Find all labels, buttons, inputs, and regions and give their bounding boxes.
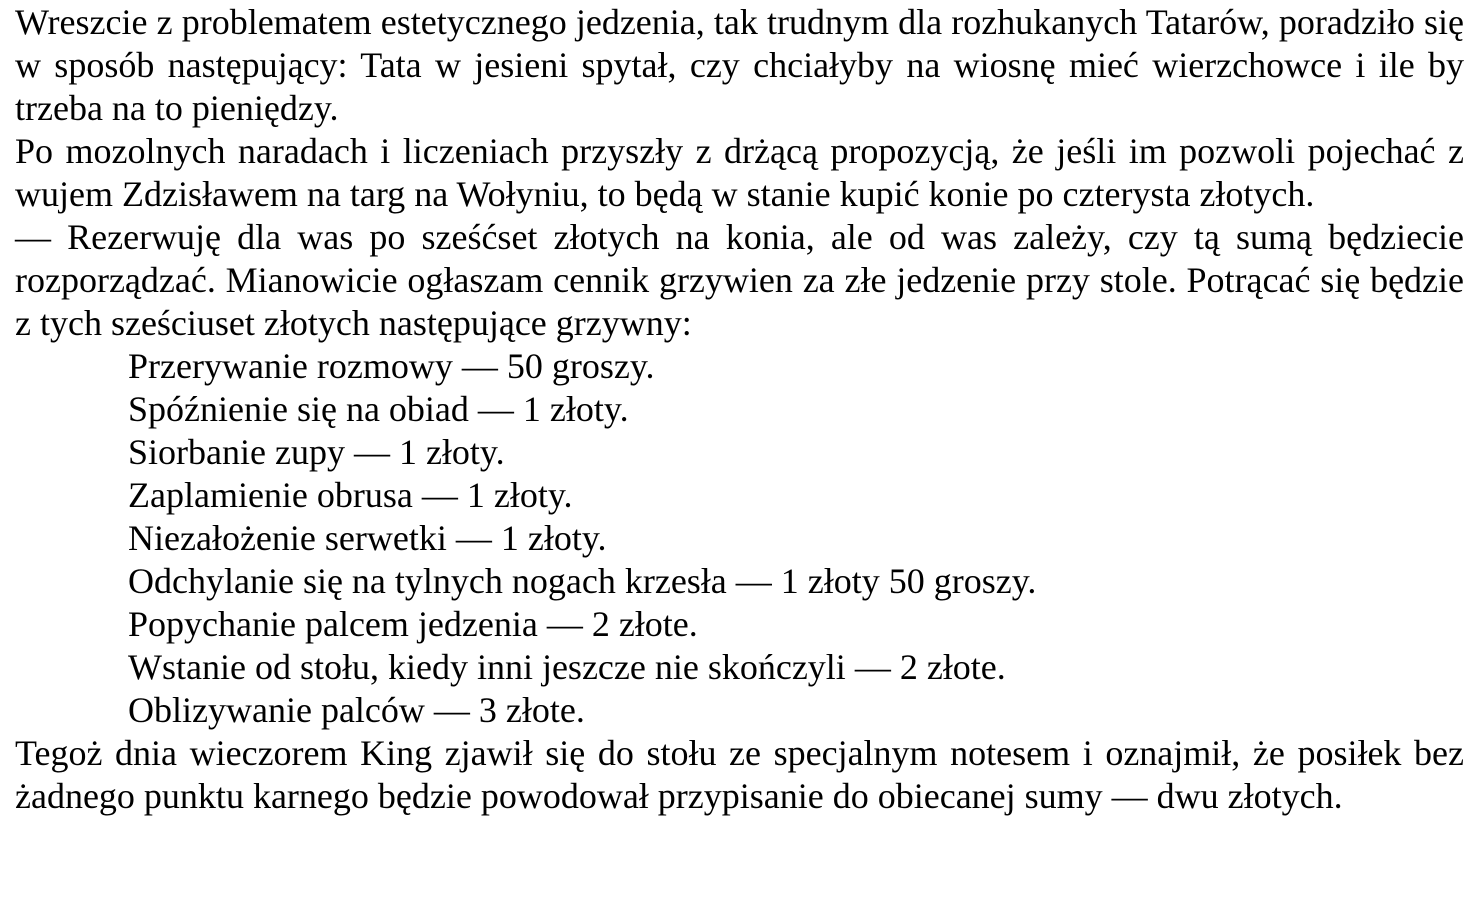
fine-penalty: 2 złote. [899, 647, 1006, 687]
fine-dash: — [546, 604, 583, 644]
fine-offense: Zaplamienie obrusa [128, 475, 413, 515]
fines-list [15, 345, 1464, 732]
fine-penalty: 2 złote. [591, 604, 698, 644]
fine-offense: Oblizywanie palców [128, 690, 425, 730]
fine-offense: Siorbanie zupy [128, 432, 345, 472]
fine-penalty: 1 złoty. [522, 389, 629, 429]
list-item [128, 689, 1464, 732]
fine-dash: — [455, 518, 492, 558]
fine-penalty: 1 złoty. [466, 475, 573, 515]
fine-penalty: 50 groszy. [506, 346, 655, 386]
paragraph-proposal: Po mozolnych naradach i liczeniach przyszły z drżącą propozycją, że jeśli im pozwoli pojechać z wujem Zdzisławem na targ na Wołyniu, to będą w stanie kupić konie po czterysta złotych. [15, 131, 1464, 214]
fine-dash: — [854, 647, 891, 687]
fine-dash: — [421, 475, 458, 515]
fine-dash: — [735, 561, 772, 601]
fine-penalty: 1 złoty 50 groszy. [780, 561, 1037, 601]
list-item [128, 646, 1464, 689]
list-item [128, 345, 1464, 388]
fine-dash: — [353, 432, 390, 472]
fine-penalty: 1 złoty. [500, 518, 607, 558]
list-item [128, 431, 1464, 474]
paragraph-notebook: Tegoż dnia wieczorem King zjawił się do stołu ze specjalnym notesem i oznajmił, że posiłek bez żadnego punktu karnego będzie powodował przypisanie do obiecanej sumy — dwu złotych. [15, 733, 1464, 816]
paragraph-fines-intro: — Rezerwuję dla was po sześćset złotych na konia, ale od was zależy, czy tą sumą będziecie rozporządzać. Mianowicie ogłaszam cennik grzywien za złe jedzenie przy stole. Potrącać się będzie z tych sześciuset złotych następujące grzywny: [15, 217, 1464, 343]
fine-offense: Odchylanie się na tylnych nogach krzesła [128, 561, 727, 601]
list-item [128, 474, 1464, 517]
fine-offense: Przerywanie rozmowy [128, 346, 453, 386]
fine-penalty: 3 złote. [478, 690, 585, 730]
fine-dash: — [461, 346, 498, 386]
list-item [128, 560, 1464, 603]
fine-dash: — [433, 690, 470, 730]
fine-penalty: 1 złoty. [398, 432, 505, 472]
paragraph-question: Wreszcie z problematem estetycznego jedzenia, tak trudnym dla rozhukanych Tatarów, poradziło się w sposób następujący: Tata w jesieni spytał, czy chciałyby na wiosnę mieć wierzchowce i ile by trzeba na to pieniędzy. [15, 2, 1464, 128]
fine-offense: Popychanie palcem jedzenia [128, 604, 538, 644]
list-item [128, 388, 1464, 431]
list-item [128, 517, 1464, 560]
fine-offense: Niezałożenie serwetki [128, 518, 447, 558]
fine-offense: Spóźnienie się na obiad [128, 389, 469, 429]
fine-dash: — [477, 389, 514, 429]
fine-offense: Wstanie od stołu, kiedy inni jeszcze nie skończyli [128, 647, 846, 687]
list-item [128, 603, 1464, 646]
